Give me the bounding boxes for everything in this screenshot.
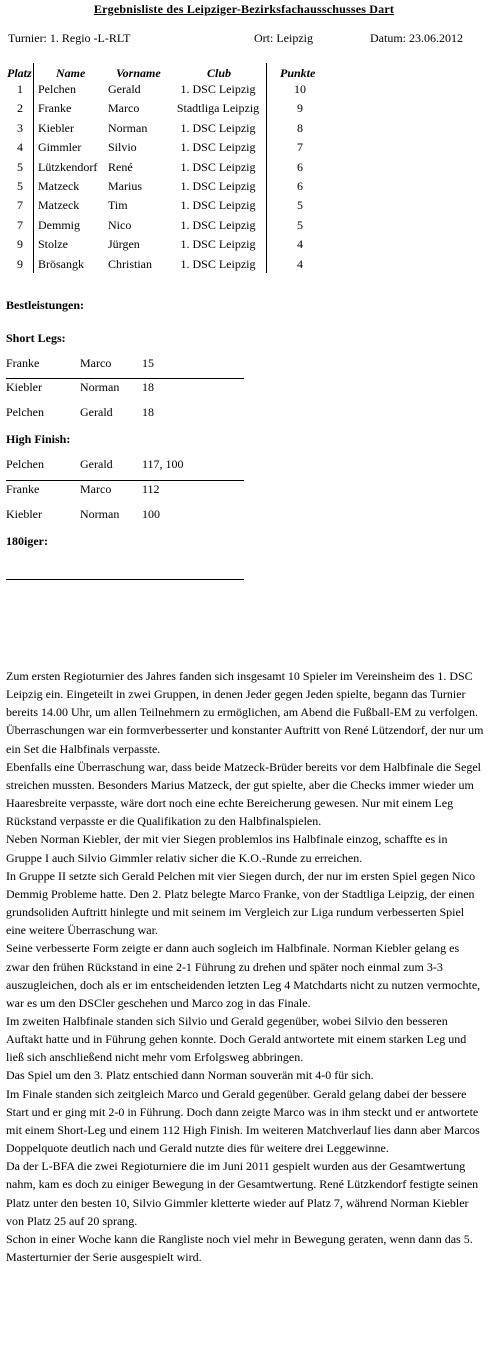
- best-vorname: Marco: [80, 356, 112, 370]
- result-platz: 5: [17, 179, 23, 193]
- report-paragraph: Im zweiten Halbfinale standen sich Silvio und Gerald gegenüber, wobei Silvio den besseren Auftakt hatte und in Führung gehen konnte. Doch Gerald antwortete mit einem starken Leg und ließ sich anschließend nicht mehr vom Erfolgsweg abbringen.: [6, 1013, 467, 1065]
- header-club: Club: [207, 66, 232, 80]
- best-vorname: Marco: [80, 482, 112, 496]
- result-vorname: Tim: [108, 198, 128, 212]
- result-vorname: Marius: [108, 179, 142, 193]
- table-divider-right: [266, 63, 267, 273]
- result-platz: 3: [17, 121, 23, 135]
- result-platz: 5: [17, 160, 23, 174]
- best-value: 18: [142, 380, 154, 394]
- best-name: Franke: [6, 482, 40, 496]
- result-platz: 2: [17, 101, 23, 115]
- result-punkte: 9: [297, 101, 303, 115]
- result-club: Stadtliga Leipzig: [176, 101, 260, 115]
- report-paragraph: Schon in einer Woche kann die Rangliste noch viel mehr in Bewegung geraten, wenn dann das 5. Masterturnier der Serie ausgespielt wird.: [6, 1231, 473, 1264]
- report-paragraph: Neben Norman Kiebler, der mit vier Siegen problemlos ins Halbfinale einzog, schaffte es in Gruppe I auch Silvio Gimmler relativ sicher die K.O.-Runde zu erreichen.: [6, 832, 448, 865]
- result-vorname: Christian: [108, 257, 152, 271]
- best-name: Pelchen: [6, 405, 44, 419]
- one-eighty-label: 180iger:: [6, 534, 48, 548]
- report-paragraph: Da der L-BFA die zwei Regioturniere die im Juni 2011 gespielt wurden aus der Gesamtwertung nahm, kam es doch zu einiger Bewegung in der Gesamtwertung. René Lützkendorf festigte seinen Platz unter den besten 10, Silvio Gimmler kletterte wieder auf Platz 7, während Norman Kiebler von Platz 25 auf 20 sprang.: [6, 1159, 479, 1228]
- result-vorname: Marco: [108, 101, 140, 115]
- result-name: Matzeck: [38, 198, 80, 212]
- result-club: 1. DSC Leipzig: [180, 198, 256, 212]
- result-platz: 4: [17, 140, 23, 154]
- report-paragraph: Das Spiel um den 3. Platz entschied dann Norman souverän mit 4-0 für sich.: [6, 1068, 374, 1083]
- result-vorname: Nico: [108, 218, 132, 232]
- result-club: 1. DSC Leipzig: [180, 140, 256, 154]
- best-value: 100: [142, 507, 160, 521]
- high-finish-label: High Finish:: [6, 432, 71, 446]
- high-finish-divider: [6, 480, 244, 481]
- result-platz: 7: [17, 218, 23, 232]
- result-name: Stolze: [38, 237, 68, 251]
- one-eighty-divider: [6, 579, 244, 580]
- result-platz: 1: [17, 82, 23, 96]
- best-value: 112: [142, 482, 160, 496]
- header-name: Name: [56, 66, 86, 80]
- header-platz: Platz: [7, 66, 32, 80]
- result-club: 1. DSC Leipzig: [180, 237, 256, 251]
- tournament-label: Turnier: 1. Regio -L-RLT: [8, 31, 131, 45]
- result-punkte: 5: [297, 218, 303, 232]
- result-club: 1. DSC Leipzig: [180, 82, 256, 96]
- result-vorname: Norman: [108, 121, 148, 135]
- result-name: Franke: [38, 101, 72, 115]
- result-vorname: Gerald: [108, 82, 141, 96]
- result-punkte: 5: [297, 198, 303, 212]
- result-club: 1. DSC Leipzig: [180, 121, 256, 135]
- best-value: 18: [142, 405, 154, 419]
- short-legs-divider: [6, 378, 244, 379]
- result-club: 1. DSC Leipzig: [180, 160, 256, 174]
- date-label: Datum: 23.06.2012: [370, 31, 463, 45]
- best-value: 15: [142, 356, 154, 370]
- best-name: Kiebler: [6, 507, 42, 521]
- best-heading: Bestleistungen:: [6, 298, 84, 312]
- result-name: Demmig: [38, 218, 80, 232]
- result-name: Pelchen: [38, 82, 76, 96]
- result-platz: 7: [17, 198, 23, 212]
- header-vorname: Vorname: [116, 66, 161, 80]
- result-punkte: 6: [297, 160, 303, 174]
- header-punkte: Punkte: [280, 66, 316, 80]
- result-punkte: 4: [297, 257, 303, 271]
- result-club: 1. DSC Leipzig: [180, 218, 256, 232]
- result-punkte: 8: [297, 121, 303, 135]
- report-paragraph: Ebenfalls eine Überraschung war, dass beide Matzeck-Brüder bereits vor dem Halbfinale die Segel streichen mussten. Besonders Marius Matzeck, der gut spielte, aber die Checks immer wieder um Haaresbreite verpasste, wäre dort noch eine echte Bereicherung gewesen. Nur mit einem Leg Rückstand verpasste er die Qualifikation zu den Halbfinalspielen.: [6, 759, 482, 829]
- result-punkte: 7: [297, 140, 303, 154]
- location-label: Ort: Leipzig: [254, 31, 313, 45]
- best-vorname: Norman: [80, 507, 120, 521]
- best-value: 117, 100: [142, 457, 184, 471]
- best-name: Kiebler: [6, 380, 42, 394]
- result-name: Gimmler: [38, 140, 82, 154]
- best-vorname: Gerald: [80, 457, 113, 471]
- result-name: Kiebler: [38, 121, 74, 135]
- best-vorname: Gerald: [80, 405, 113, 419]
- result-vorname: Silvio: [108, 140, 137, 154]
- report-paragraph: Im Finale standen sich zeitgleich Marco und Gerald gegenüber. Gerald gelang dabei der bessere Start und er ging mit 2-0 in Führung. Doch dann zeigte Marco was in ihm steckt und er antwortete mit einem Short-Leg und einem 112 High Finish. Im weiteren Matchverlauf lies dann aber Marcos Doppelquote deutlich nach und Gerald nutzte dies für weitere drei Leggewinne.: [6, 1086, 480, 1156]
- report-paragraph: Zum ersten Regioturnier des Jahres fanden sich insgesamt 10 Spieler im Vereinsheim des 1. DSC Leipzig ein. Eingeteilt in zwei Gruppen, in denen Jeder gegen Jeden spielte, begann das Turnier bereits 14.00 Uhr, um allen Teilnehmern zu ermöglichen, am Abend die Fußball-EM zu verfolgen.: [6, 669, 478, 720]
- best-name: Pelchen: [6, 457, 44, 471]
- result-punkte: 6: [297, 179, 303, 193]
- report-paragraph: Seine verbesserte Form zeigte er dann auch sogleich im Halbfinale. Norman Kiebler gelang es zwar den frühen Rückstand in eine 2-1 Führung zu drehen und später noch einmal zum 3-3 auszugleichen, doch als er im entscheidenden letzten Leg 4 Matchdarts nicht zu nutzen vermochte, war es um den DSCler geschehen und Marco zog in das Finale.: [6, 941, 481, 1010]
- result-vorname: Jürgen: [108, 237, 140, 251]
- result-punkte: 4: [297, 237, 303, 251]
- table-divider-left: [33, 63, 34, 273]
- short-legs-label: Short Legs:: [6, 331, 66, 345]
- result-platz: 9: [17, 237, 23, 251]
- report-text: [6, 667, 484, 1266]
- report-paragraph: In Gruppe II setzte sich Gerald Pelchen mit vier Siegen durch, der nur im ersten Spiel gegen Nico Demmig Probleme hatte. Den 2. Platz belegte Marco Franke, von der Stadtliga Leipzig, der einen grundsoliden Auftritt hinlegte und mit seinem im Vergleich zur Liga rundum verbesserten Spiel eine weitere Überraschung war.: [6, 868, 476, 938]
- document-title: Ergebnisliste des Leipziger-Bezirksfachausschusses Dart: [93, 2, 395, 16]
- result-name: Brösangk: [38, 257, 84, 271]
- result-club: 1. DSC Leipzig: [180, 257, 256, 271]
- best-vorname: Norman: [80, 380, 120, 394]
- result-club: 1. DSC Leipzig: [180, 179, 256, 193]
- best-name: Franke: [6, 356, 40, 370]
- report-paragraph: Überraschungen war ein formverbesserter und konstanter Auftritt von René Lützendorf, der nur um ein Set die Halbfinals verpasste.: [6, 723, 484, 756]
- result-vorname: René: [108, 160, 133, 174]
- result-name: Matzeck: [38, 179, 80, 193]
- result-platz: 9: [17, 257, 23, 271]
- result-punkte: 10: [294, 82, 306, 96]
- result-name: Lützkendorf: [38, 160, 98, 174]
